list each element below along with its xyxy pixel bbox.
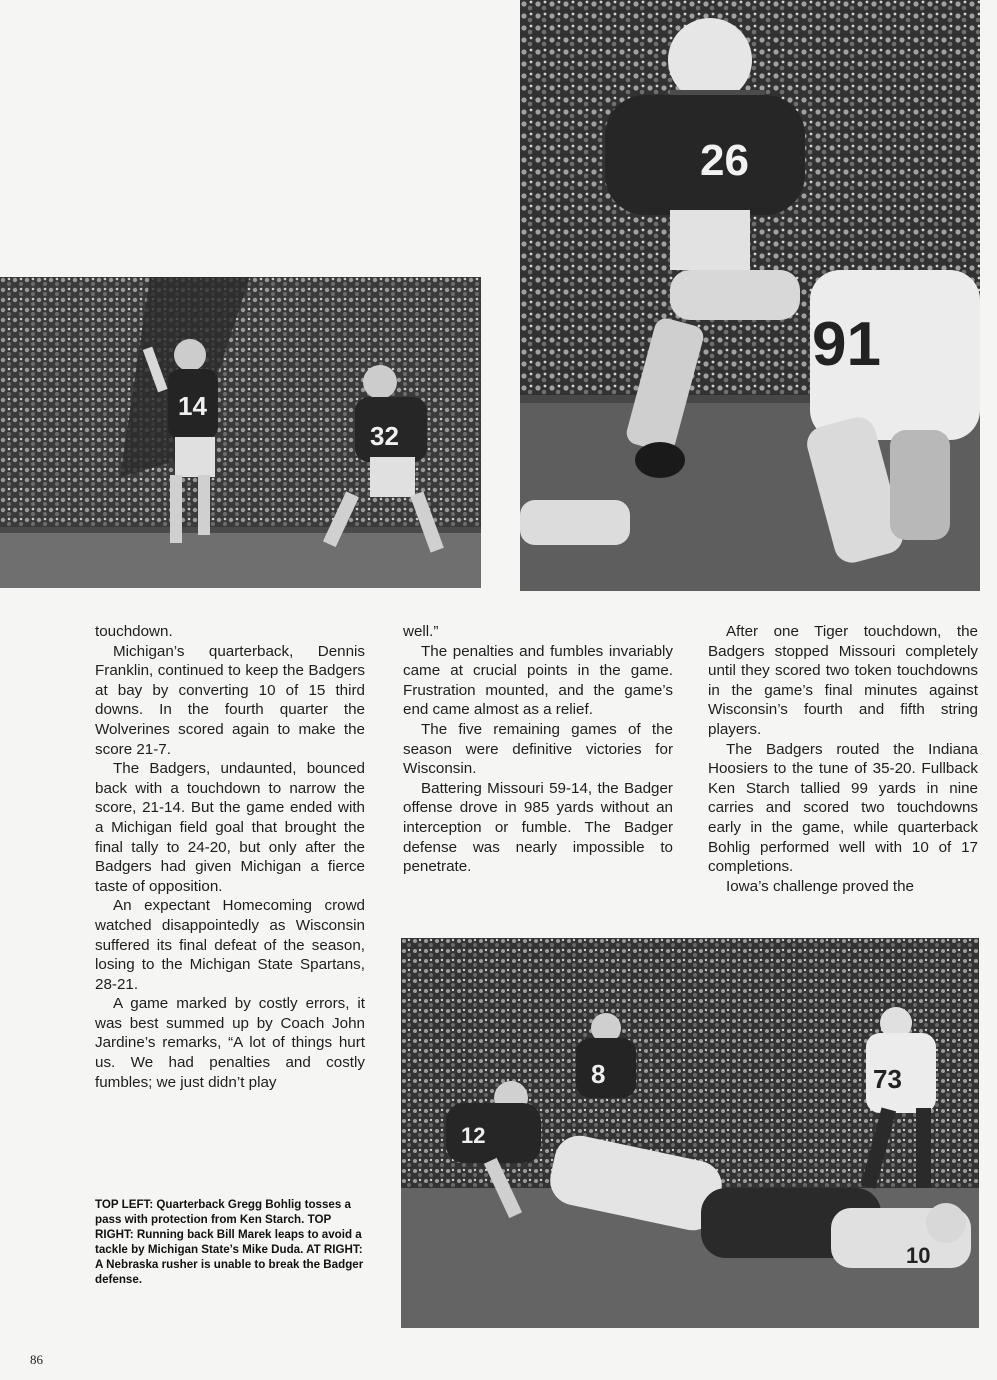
article-column-1 xyxy=(95,622,365,1092)
article-column-2 xyxy=(403,622,673,877)
paragraph: An expectant Homecoming crowd watched disappointedly as Wisconsin suffered its final defeat of the season, losing to the Michigan State Spartans, 28-21. xyxy=(95,897,365,993)
paragraph: well.” xyxy=(403,623,439,640)
photo-quarterback-pass xyxy=(0,277,481,588)
jersey-number-12: 12 xyxy=(461,1123,486,1148)
page-number: 86 xyxy=(30,1352,43,1367)
jersey-number-14: 14 xyxy=(178,391,207,421)
jersey-number-10: 10 xyxy=(906,1243,931,1268)
paragraph: The penalties and fumbles invariably came at crucial points in the game. Frustration mounted, and the game’s end came almost as a relief. xyxy=(403,642,673,719)
paragraph: Iowa’s challenge proved the xyxy=(726,877,915,895)
paragraph: Michigan’s quarterback, Dennis Franklin, continued to keep the Badgers at bay by converting 10 of 15 third downs. In the fourth quarter the Wolverines scored again to make the score 21-7. xyxy=(95,642,365,758)
paragraph: After one Tiger touchdown, the Badgers stopped Missouri completely until they scored two token touchdowns in the game’s final minutes against Wisconsin’s fourth and fifth string players. xyxy=(708,623,978,738)
photo-caption: TOP LEFT: Quarterback Gregg Bohlig tosses a pass with protection from Ken Starch. TOP RIGHT: Running back Bill Marek leaps to avoid a tackle by Michigan State’s Mike Duda. AT RIGHT: A Nebraska rusher is unable to break the Badger defense. xyxy=(95,1198,364,1286)
paragraph: Battering Missouri 59-14, the Badger offense drove in 985 yards without an interception or fumble. The Badger defense was nearly impossible to penetrate. xyxy=(403,779,673,876)
photo-nebraska-rusher xyxy=(401,938,979,1328)
paragraph: The Badgers routed the Indiana Hoosiers to the tune of 35-20. Fullback Ken Starch tallied 99 yards in nine carries and scored two touchdowns early in the game, while quarterback Bohlig performed well with 10 of 17 completions. xyxy=(708,740,978,876)
jersey-number-26: 26 xyxy=(700,136,749,185)
article-column-3 xyxy=(708,622,978,896)
jersey-number-73: 73 xyxy=(873,1064,902,1094)
paragraph: The five remaining games of the season were definitive victories for Wisconsin. xyxy=(403,720,673,778)
jersey-number-32: 32 xyxy=(370,421,399,451)
photo-running-back-leap xyxy=(520,0,980,591)
jersey-number-8: 8 xyxy=(591,1059,606,1089)
jersey-number-91: 91 xyxy=(812,310,881,379)
paragraph: The Badgers, undaunted, bounced back with a touchdown to narrow the score, 21-14. But the game ended with a Michigan field goal that brought the final tally to 24-20, but only after the Badgers had given Michigan a fierce taste of opposition. xyxy=(95,760,365,895)
paragraph: A game marked by costly errors, it was best summed up by Coach John Jardine’s remarks, “A lot of things hurt us. We had penalties and costly fumbles; we just didn’t play xyxy=(95,995,365,1091)
paragraph: touchdown. xyxy=(95,623,173,640)
